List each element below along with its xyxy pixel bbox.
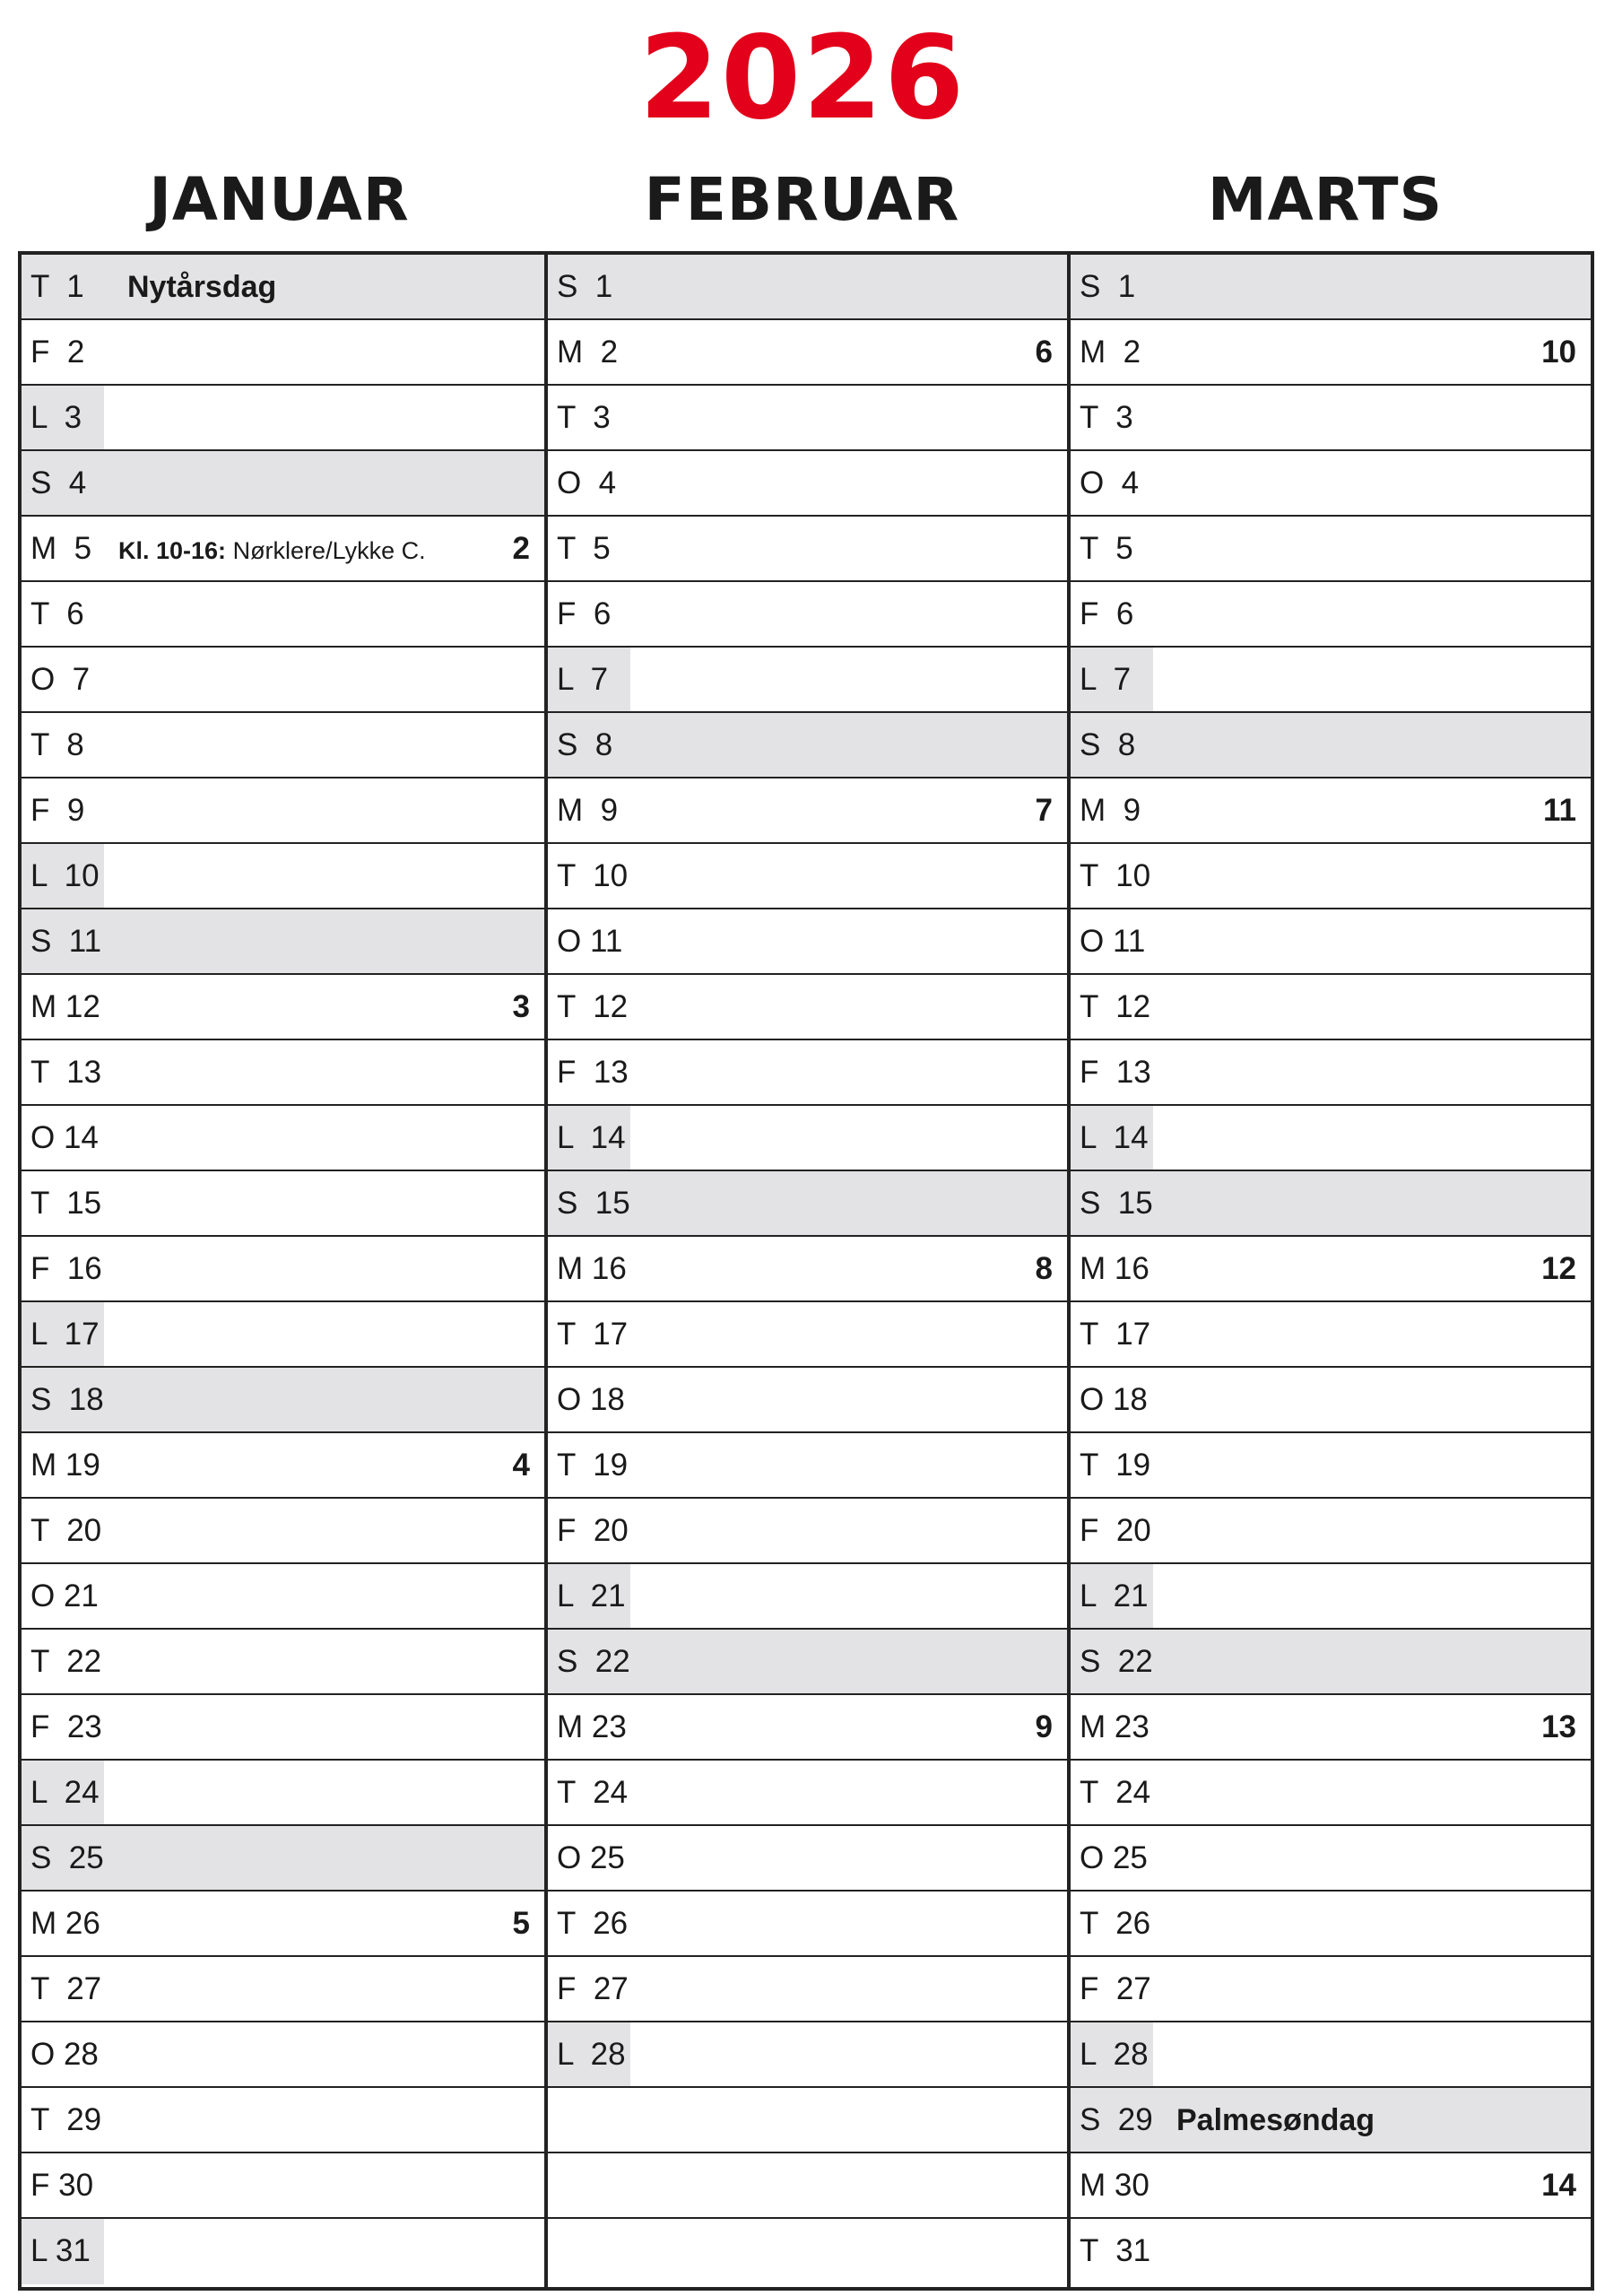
- day-label: F 6: [1080, 596, 1134, 631]
- day-row: [22, 1106, 544, 1171]
- day-row: [1071, 844, 1591, 909]
- day-row: [22, 909, 544, 975]
- day-row: [1071, 451, 1591, 517]
- day-row: [22, 2088, 544, 2153]
- week-number: 4: [512, 1448, 530, 1483]
- calendar-year: 2026: [638, 12, 967, 145]
- day-label: M 12: [30, 989, 100, 1024]
- day-row: [1071, 1106, 1591, 1171]
- day-row: [22, 1826, 544, 1892]
- day-label: F 23: [30, 1709, 102, 1744]
- day-label: T 19: [557, 1448, 629, 1483]
- day-row: [1071, 1564, 1591, 1630]
- day-row: [1071, 2219, 1591, 2284]
- day-label: S 22: [1080, 1644, 1153, 1679]
- week-number: 14: [1541, 2168, 1576, 2203]
- day-row: [548, 1237, 1067, 1302]
- empty-day-row: [548, 2088, 1067, 2153]
- day-row: [22, 778, 544, 844]
- day-label: F 30: [30, 2168, 94, 2203]
- month-column-january: [22, 255, 544, 2287]
- day-row: [1071, 582, 1591, 648]
- calendar-grid: [18, 251, 1594, 2291]
- day-label: T 22: [30, 1644, 102, 1679]
- day-row: [1071, 517, 1591, 582]
- day-row: [548, 1630, 1067, 1695]
- day-row: [1071, 648, 1591, 713]
- day-label: T 5: [1080, 531, 1133, 566]
- holiday-name: Nytårsdag: [127, 270, 277, 304]
- day-label: S 11: [30, 924, 102, 959]
- empty-day-row: [548, 2219, 1067, 2284]
- day-label: F 20: [1080, 1513, 1151, 1548]
- day-row: [22, 713, 544, 778]
- day-label: S 18: [30, 1382, 104, 1417]
- day-label: T 10: [1080, 858, 1151, 893]
- day-label: S 8: [557, 727, 613, 762]
- day-row: [22, 1368, 544, 1433]
- day-label: O 4: [557, 465, 617, 500]
- day-row: [22, 1630, 544, 1695]
- week-number: 7: [1035, 793, 1053, 828]
- day-label: T 12: [557, 989, 629, 1024]
- day-row: [548, 386, 1067, 451]
- day-row: [1071, 1892, 1591, 1957]
- day-row: [1071, 386, 1591, 451]
- day-row: [22, 451, 544, 517]
- day-label: M 23: [1080, 1709, 1150, 1744]
- day-label: M 19: [30, 1448, 100, 1483]
- day-label: M 23: [557, 1709, 627, 1744]
- day-row: [22, 648, 544, 713]
- day-label: O 11: [557, 924, 623, 959]
- day-label: T 15: [30, 1186, 102, 1221]
- day-label: L 14: [1080, 1120, 1149, 1155]
- week-number: 3: [512, 989, 530, 1024]
- day-row: [22, 1695, 544, 1761]
- day-label: S 8: [1080, 727, 1136, 762]
- day-row: [548, 582, 1067, 648]
- day-row: [548, 320, 1067, 386]
- day-label: T 17: [1080, 1317, 1151, 1352]
- day-label: F 27: [557, 1971, 629, 2006]
- week-number: 2: [512, 531, 530, 566]
- day-label: T 1: [30, 269, 84, 304]
- day-label: L 21: [1080, 1578, 1149, 1613]
- day-row: [548, 517, 1067, 582]
- day-row: [22, 1499, 544, 1564]
- day-label: T 13: [30, 1055, 102, 1090]
- day-label: O 25: [1080, 1840, 1148, 1875]
- day-row: [548, 1826, 1067, 1892]
- day-row: [22, 320, 544, 386]
- day-label: L 17: [30, 1317, 100, 1352]
- day-row: [548, 1957, 1067, 2022]
- month-name-march: MARTS: [1207, 165, 1444, 234]
- month-column-february: [544, 255, 1067, 2287]
- day-row: [1071, 2022, 1591, 2088]
- day-label: M 16: [557, 1251, 627, 1286]
- day-label: S 15: [557, 1186, 630, 1221]
- day-row: [548, 2022, 1067, 2088]
- day-row: [22, 517, 544, 582]
- day-label: O 18: [1080, 1382, 1148, 1417]
- day-row: [548, 1171, 1067, 1237]
- day-row: [1071, 1826, 1591, 1892]
- day-row: [22, 1302, 544, 1368]
- day-label: L 10: [30, 858, 100, 893]
- day-row: [22, 2022, 544, 2088]
- day-row: [22, 1957, 544, 2022]
- day-row: [1071, 1630, 1591, 1695]
- day-row: [548, 1564, 1067, 1630]
- day-label: T 12: [1080, 989, 1151, 1024]
- day-label: S 1: [557, 269, 613, 304]
- day-label: S 1: [1080, 269, 1136, 304]
- day-row: [1071, 255, 1591, 320]
- day-label: L 7: [557, 662, 609, 697]
- day-label: S 29: [1080, 2102, 1153, 2137]
- day-row: [1071, 320, 1591, 386]
- day-label: L 14: [557, 1120, 626, 1155]
- day-row: [1071, 1433, 1591, 1499]
- day-label: L 21: [557, 1578, 626, 1613]
- day-row: [548, 1761, 1067, 1826]
- day-row: [22, 1892, 544, 1957]
- day-label: O 21: [30, 1578, 99, 1613]
- day-row: [548, 713, 1067, 778]
- day-label: F 9: [30, 793, 85, 828]
- day-row: [1071, 1171, 1591, 1237]
- day-row: [548, 1302, 1067, 1368]
- day-row: [22, 1171, 544, 1237]
- week-number: 11: [1543, 793, 1576, 828]
- day-row: [22, 1433, 544, 1499]
- day-label: L 3: [30, 400, 82, 435]
- day-label: L 28: [557, 2037, 626, 2072]
- week-number: 13: [1541, 1709, 1576, 1744]
- day-label: L 24: [30, 1775, 100, 1810]
- day-label: T 8: [30, 727, 84, 762]
- week-number: 5: [512, 1906, 530, 1941]
- day-row: [22, 975, 544, 1040]
- day-row: [548, 1368, 1067, 1433]
- month-name-january: JANUAR: [149, 165, 410, 234]
- day-label: L 7: [1080, 662, 1132, 697]
- day-label: T 29: [30, 2102, 102, 2137]
- day-label: S 25: [30, 1840, 104, 1875]
- day-label: M 16: [1080, 1251, 1150, 1286]
- month-column-march: [1067, 255, 1591, 2287]
- day-label: L 28: [1080, 2037, 1149, 2072]
- day-row: [548, 1695, 1067, 1761]
- day-label: O 25: [557, 1840, 625, 1875]
- day-row: [1071, 778, 1591, 844]
- day-label: T 26: [1080, 1906, 1151, 1941]
- day-label: S 22: [557, 1644, 630, 1679]
- day-row: [1071, 2153, 1591, 2219]
- day-row: [1071, 1040, 1591, 1106]
- day-row: [548, 909, 1067, 975]
- day-row: [548, 844, 1067, 909]
- day-label: O 4: [1080, 465, 1140, 500]
- day-label: M 9: [1080, 793, 1141, 828]
- day-label: T 26: [557, 1906, 629, 1941]
- day-row: [1071, 1368, 1591, 1433]
- day-row: [22, 1237, 544, 1302]
- day-row: [548, 451, 1067, 517]
- day-row: [548, 648, 1067, 713]
- day-row: [548, 778, 1067, 844]
- event-note: [118, 518, 426, 583]
- day-row: [1071, 1957, 1591, 2022]
- day-label: O 7: [30, 662, 91, 697]
- day-row: [548, 975, 1067, 1040]
- day-label: O 28: [30, 2037, 99, 2072]
- day-row: [1071, 1761, 1591, 1826]
- holiday-name: Palmesøndag: [1176, 2103, 1375, 2137]
- day-label: F 2: [30, 335, 85, 370]
- day-label: T 3: [557, 400, 611, 435]
- week-number: 8: [1035, 1251, 1053, 1286]
- day-label: M 2: [557, 335, 619, 370]
- day-row: [548, 1433, 1067, 1499]
- day-label: T 27: [30, 1971, 102, 2006]
- day-label: F 13: [1080, 1055, 1151, 1090]
- day-row: [1071, 1237, 1591, 1302]
- day-label: F 16: [30, 1251, 102, 1286]
- month-name-february: FEBRUAR: [644, 165, 960, 234]
- day-label: T 17: [557, 1317, 629, 1352]
- day-label: F 20: [557, 1513, 629, 1548]
- day-label: F 13: [557, 1055, 629, 1090]
- day-label: O 14: [30, 1120, 99, 1155]
- day-label: L 31: [30, 2233, 91, 2268]
- week-number: 10: [1541, 335, 1576, 370]
- day-row: [548, 1499, 1067, 1564]
- day-label: M 26: [30, 1906, 100, 1941]
- day-label: T 31: [1080, 2233, 1151, 2268]
- day-row: [22, 844, 544, 909]
- day-row: [22, 2219, 544, 2284]
- empty-day-row: [548, 2153, 1067, 2219]
- day-label: O 18: [557, 1382, 625, 1417]
- day-label: T 19: [1080, 1448, 1151, 1483]
- day-row: [1071, 909, 1591, 975]
- day-label: T 3: [1080, 400, 1133, 435]
- day-row: [22, 2153, 544, 2219]
- day-label: T 6: [30, 596, 84, 631]
- week-number: 12: [1541, 1251, 1576, 1286]
- week-number: 9: [1035, 1709, 1053, 1744]
- day-label: S 4: [30, 465, 87, 500]
- day-row: [1071, 1302, 1591, 1368]
- day-label: M 2: [1080, 335, 1141, 370]
- day-row: [22, 1040, 544, 1106]
- day-label: M 9: [557, 793, 619, 828]
- day-label: F 27: [1080, 1971, 1151, 2006]
- day-row: [548, 255, 1067, 320]
- day-label: M 30: [1080, 2168, 1150, 2203]
- day-row: [548, 1106, 1067, 1171]
- day-label: T 10: [557, 858, 629, 893]
- day-label: F 6: [557, 596, 612, 631]
- day-row: [1071, 2088, 1591, 2153]
- day-row: [22, 255, 544, 320]
- day-row: [1071, 1695, 1591, 1761]
- day-row: [1071, 975, 1591, 1040]
- event-text: Nørklere/Lykke C.: [226, 537, 426, 564]
- day-label: T 20: [30, 1513, 102, 1548]
- day-label: O 11: [1080, 924, 1146, 959]
- day-row: [548, 1040, 1067, 1106]
- day-row: [1071, 1499, 1591, 1564]
- day-label: S 15: [1080, 1186, 1153, 1221]
- day-row: [22, 386, 544, 451]
- week-number: 6: [1035, 335, 1053, 370]
- day-row: [22, 1761, 544, 1826]
- day-label: M 5: [30, 531, 92, 566]
- day-row: [1071, 713, 1591, 778]
- day-label: T 24: [557, 1775, 629, 1810]
- day-row: [22, 582, 544, 648]
- day-label: T 24: [1080, 1775, 1151, 1810]
- event-time: Kl. 10-16:: [118, 537, 227, 564]
- day-row: [22, 1564, 544, 1630]
- day-row: [548, 1892, 1067, 1957]
- day-label: T 5: [557, 531, 611, 566]
